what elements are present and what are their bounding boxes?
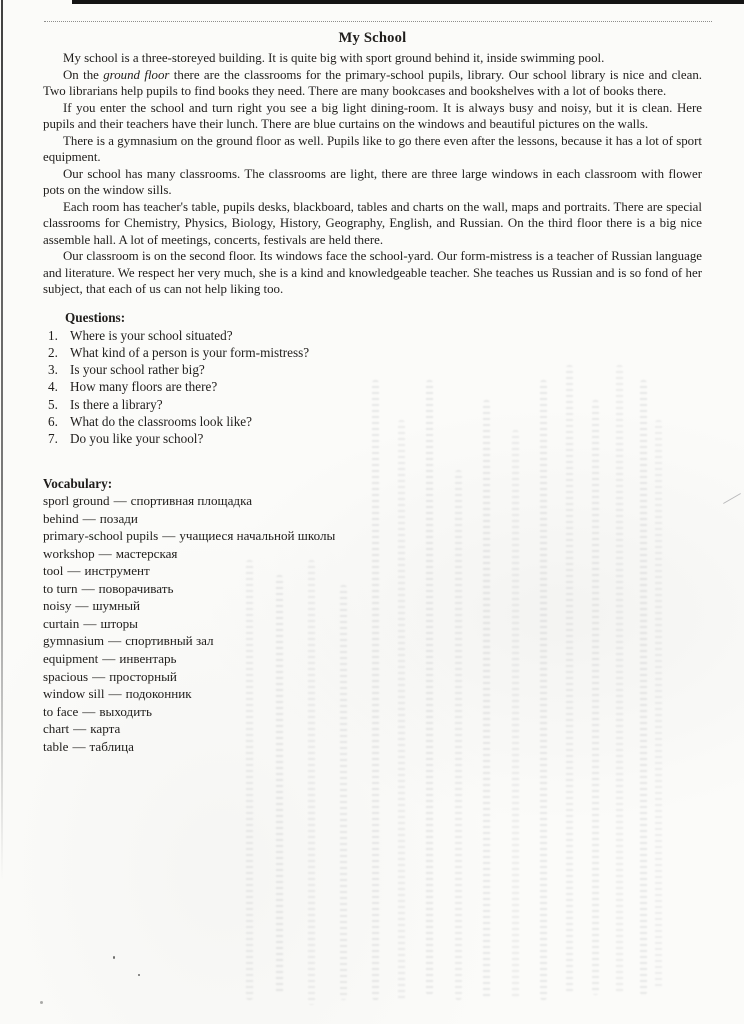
vocabulary-item <box>43 685 702 703</box>
essay-paragraph: There is a gymnasium on the ground floor as well. Pupils like to go there even after the lessons, because it has a lot of sport equipment. <box>43 133 702 164</box>
question-number: 3. <box>48 362 58 378</box>
vocabulary-item <box>43 545 702 563</box>
vocab-term: workshop <box>43 545 95 561</box>
essay-paragraph: Our classroom is on the second floor. Its windows face the school-yard. Our form-mistress is a teacher of Russian language and literature. We respect her very much, she is a kind and knowledgeable teacher. She teaches us Russian and is so fond of her subject, that each of us can not help liking too. <box>43 249 702 296</box>
scan-speck <box>40 1001 43 1004</box>
vocab-term: primary-school pupils <box>43 528 159 544</box>
vocab-dash: — <box>67 563 81 579</box>
essay-paragraph: Each room has teacher's table, pupils desks, blackboard, tables and charts on the wall, maps and portraits. There are special classrooms for Chemistry, Physics, Biology, History, Geography, English, and Russian. On the third floor there is a big nice assemble hall. A lot of meetings, concerts, festivals are held there. <box>43 199 702 247</box>
vocabulary-item <box>43 527 702 545</box>
vocab-translation: инструмент <box>84 563 150 579</box>
essay-text: there are the classrooms for the primary-school pupils, library. Our school library is nice and clean. Two librarians help pupils to find books they need. There are many bookcases and bookshelves with a lot of books there. <box>43 67 702 98</box>
question-item <box>43 396 702 413</box>
page-content <box>43 30 702 755</box>
question-number: 7. <box>48 431 58 447</box>
vocabulary-item <box>43 562 702 580</box>
scan-scratch <box>723 493 741 504</box>
vocab-translation: инвентарь <box>119 651 177 666</box>
questions-section <box>43 310 702 448</box>
vocab-dash: — <box>82 510 96 526</box>
vocab-term: table <box>43 738 69 754</box>
vocab-translation: поворачивать <box>98 580 174 596</box>
question-text: What kind of a person is your form-mistress? <box>70 344 310 360</box>
vocab-translation: шумный <box>92 598 141 614</box>
vocab-dash: — <box>98 545 112 561</box>
question-item <box>43 430 702 447</box>
question-number: 1. <box>48 327 58 343</box>
question-item <box>43 344 702 361</box>
vocabulary-heading: Vocabulary: <box>43 475 113 491</box>
vocab-term: spacious <box>43 668 89 684</box>
vocabulary-item <box>43 510 702 528</box>
scan-speck <box>113 956 115 959</box>
vocab-term: noisy <box>43 598 72 614</box>
vocabulary-item <box>43 492 702 510</box>
question-text: What do the classrooms look like? <box>70 413 253 429</box>
essay-paragraph <box>43 67 702 100</box>
vocab-dash: — <box>81 580 95 596</box>
vocab-translation: таблица <box>89 738 134 754</box>
vocabulary-item <box>43 668 702 686</box>
vocab-term: to face <box>43 703 79 719</box>
vocab-dash: — <box>108 686 122 702</box>
essay-paragraph: Our school has many classrooms. The classrooms are light, there are three large windows in each classroom with flower pots on the window sills. <box>43 166 702 197</box>
vocab-translation: просторный <box>109 668 177 684</box>
vocabulary-item <box>43 650 702 668</box>
essay-text: On the <box>63 67 104 82</box>
question-text: How many floors are there? <box>70 379 218 395</box>
question-item <box>43 413 702 430</box>
vocab-dash: — <box>92 668 106 684</box>
vocab-dash: — <box>73 721 87 737</box>
vocab-term: chart <box>43 721 70 737</box>
vocabulary-item <box>43 615 702 633</box>
vocab-dash: — <box>72 738 86 754</box>
vocabulary-item <box>43 720 702 738</box>
vocab-translation: подоконник <box>125 686 192 702</box>
question-text: Do you like your school? <box>70 431 204 447</box>
vocab-translation: позади <box>99 510 138 526</box>
vocab-term: equipment <box>43 651 99 666</box>
vocab-dash: — <box>108 633 122 649</box>
vocab-dash: — <box>162 528 176 544</box>
essay-paragraph: If you enter the school and turn right you see a big light dining-room. It is always busy and noisy, but it is clean. Here pupils and their teachers have their lunch. There are blue curtains on the windows and beautiful pictures on the walls. <box>43 100 702 131</box>
vocabulary-item <box>43 597 702 615</box>
vocab-translation: спортивный зал <box>125 633 214 649</box>
questions-heading: Questions: <box>65 309 126 325</box>
vocab-translation: спортивная площадка <box>130 493 253 509</box>
vocab-translation: мастерская <box>115 545 178 561</box>
vocab-dash: — <box>83 615 97 631</box>
essay-italic-phrase: ground floor <box>103 67 170 82</box>
vocabulary-item <box>43 703 702 721</box>
essay <box>43 50 702 298</box>
vocab-term: behind <box>43 510 79 526</box>
dotted-rule <box>44 21 712 22</box>
page-title: My School <box>338 30 407 46</box>
question-text: Is your school rather big? <box>70 362 205 378</box>
question-number: 4. <box>48 379 58 395</box>
vocab-translation: шторы <box>100 615 138 631</box>
vocab-translation: учащиеся начальной школы <box>179 528 336 544</box>
vocab-translation: выходить <box>99 703 152 719</box>
question-text: Where is your school situated? <box>70 327 233 343</box>
vocab-term: gymnasium <box>43 633 105 649</box>
vocab-dash: — <box>75 598 89 614</box>
vocab-dash: — <box>102 651 116 666</box>
question-number: 6. <box>48 413 58 429</box>
scan-speck <box>138 974 140 976</box>
vocab-term: tool <box>43 563 64 579</box>
vocab-dash: — <box>82 703 96 719</box>
vocab-dash: — <box>113 493 127 509</box>
question-number: 2. <box>48 344 58 360</box>
scan-edge-bar <box>72 0 744 4</box>
vocab-term: to turn <box>43 580 78 596</box>
question-number: 5. <box>48 396 58 412</box>
vocabulary-item <box>43 738 702 756</box>
vocab-term: window sill <box>43 686 105 702</box>
question-item <box>43 327 702 344</box>
scan-left-edge-line <box>1 0 3 880</box>
vocabulary-item <box>43 632 702 650</box>
question-item <box>43 361 702 378</box>
vocab-term: sporl ground <box>43 493 110 509</box>
vocab-translation: карта <box>90 721 121 737</box>
vocab-term: curtain <box>43 615 80 631</box>
vocabulary-item <box>43 580 702 598</box>
question-item <box>43 378 702 395</box>
essay-paragraph: My school is a three-storeyed building. It is quite big with sport ground behind it, inside swimming pool. <box>63 51 605 65</box>
question-text: Is there a library? <box>70 396 163 412</box>
vocabulary-section <box>43 475 702 756</box>
